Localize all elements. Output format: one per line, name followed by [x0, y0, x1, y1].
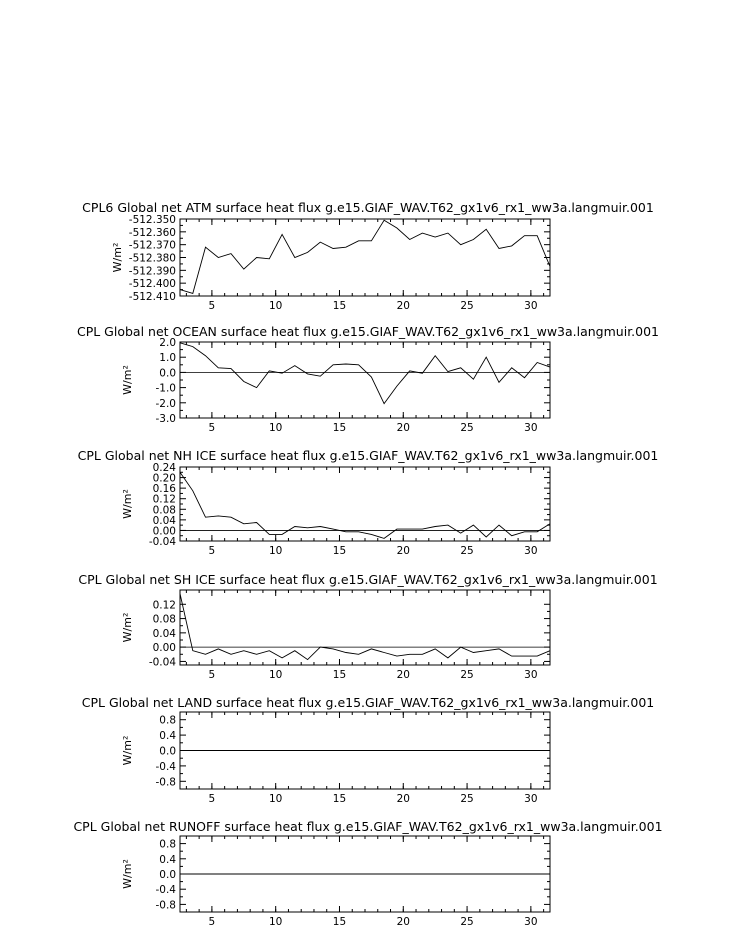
y-tick-label: -1.0: [155, 382, 176, 395]
panel-title: CPL Global net LAND surface heat flux g.e15.GIAF_WAV.T62_gx1v6_rx1_ww3a.langmuir.001: [81, 695, 655, 710]
y-tick-label: -0.04: [148, 536, 176, 548]
y-tick-label: -2.0: [155, 397, 176, 410]
y-tick-label: 0.00: [152, 525, 176, 538]
y-tick-label: 0.08: [152, 613, 176, 626]
x-tick-label: 15: [332, 545, 347, 557]
x-tick-label: 20: [396, 422, 410, 434]
x-tick-label: 20: [396, 545, 410, 557]
y-tick-label: 0.8: [159, 838, 176, 851]
y-tick-label: -512.360: [128, 226, 176, 239]
y-tick-label: -512.400: [128, 278, 176, 291]
y-axis-label: W/m²: [121, 735, 134, 766]
y-tick-label: -0.8: [155, 776, 176, 789]
y-tick-label: 0.0: [159, 745, 176, 758]
y-tick-label: 0.16: [152, 483, 176, 496]
y-tick-label: -512.350: [128, 214, 176, 226]
data-series-line: [180, 220, 550, 293]
x-tick-label: 10: [269, 300, 283, 312]
y-tick-label: 2.0: [159, 337, 176, 349]
x-tick-label: 10: [269, 545, 283, 557]
x-tick-label: 5: [208, 545, 216, 557]
x-tick-label: 25: [460, 545, 474, 557]
plot-frame: [180, 342, 550, 418]
data-series-line: [180, 472, 550, 538]
y-tick-label: 0.24: [152, 462, 176, 474]
y-tick-label: -512.410: [128, 291, 176, 303]
x-tick-label: 30: [524, 422, 538, 434]
x-tick-label: 25: [460, 916, 474, 928]
y-tick-label: -0.4: [155, 760, 176, 773]
y-tick-label: 0.4: [159, 853, 176, 866]
x-tick-label: 20: [396, 669, 410, 681]
y-tick-label: 0.0: [159, 869, 176, 881]
chart-panel-4: [78, 572, 657, 681]
y-tick-label: -3.0: [155, 413, 176, 425]
y-tick-label: 0.0: [159, 367, 176, 380]
y-axis-label: W/m²: [121, 365, 134, 395]
y-tick-label: -0.04: [148, 656, 176, 669]
x-tick-label: 15: [332, 793, 347, 805]
y-tick-label: 0.08: [152, 504, 176, 517]
y-tick-label: 0.20: [152, 472, 176, 485]
y-tick-label: 0.12: [152, 599, 176, 612]
y-axis-label: W/m²: [111, 242, 124, 273]
x-tick-label: 5: [208, 793, 216, 805]
chart-panel-6: [73, 819, 662, 928]
x-tick-label: 30: [524, 669, 538, 681]
x-tick-label: 30: [524, 916, 538, 928]
panel-title: CPL6 Global net ATM surface heat flux g.e15.GIAF_WAV.T62_gx1v6_rx1_ww3a.langmuir.001: [82, 200, 654, 215]
plot-frame: [180, 219, 550, 296]
plot-frame: [180, 467, 550, 541]
x-tick-label: 10: [269, 669, 283, 681]
y-axis-label: W/m²: [121, 489, 134, 519]
x-tick-label: 10: [269, 916, 283, 928]
x-tick-label: 25: [460, 669, 474, 681]
x-tick-label: 15: [332, 422, 347, 434]
y-tick-label: -512.370: [128, 239, 176, 252]
y-tick-label: -512.390: [128, 265, 176, 278]
y-tick-label: 0.04: [152, 514, 176, 527]
chart-panel-2: [77, 324, 659, 434]
x-tick-label: 30: [524, 300, 538, 312]
x-tick-label: 15: [332, 300, 347, 312]
x-tick-label: 25: [460, 300, 474, 312]
x-tick-label: 20: [396, 916, 410, 928]
x-tick-label: 25: [460, 422, 474, 434]
panel-title: CPL Global net NH ICE surface heat flux g.e15.GIAF_WAV.T62_gx1v6_rx1_ww3a.langmuir.001: [77, 448, 659, 463]
y-tick-label: 0.00: [152, 642, 176, 655]
chart-panel-3: [78, 448, 659, 557]
y-tick-label: 0.12: [152, 493, 176, 506]
panel-title: CPL Global net OCEAN surface heat flux g.e15.GIAF_WAV.T62_gx1v6_rx1_ww3a.langmuir.001: [76, 324, 660, 339]
data-series-line: [180, 343, 550, 404]
data-series-line: [180, 594, 550, 660]
chart-panel-1: [82, 200, 654, 312]
x-tick-label: 5: [208, 916, 216, 928]
x-tick-label: 5: [208, 422, 216, 434]
x-tick-label: 25: [460, 793, 474, 805]
chart-panel-5: [82, 695, 654, 805]
x-tick-label: 30: [524, 793, 538, 805]
x-tick-label: 30: [524, 545, 538, 557]
x-tick-label: 20: [396, 300, 410, 312]
x-tick-label: 15: [332, 669, 347, 681]
panel-title: CPL Global net SH ICE surface heat flux g.e15.GIAF_WAV.T62_gx1v6_rx1_ww3a.langmuir.001: [78, 572, 658, 587]
x-tick-label: 10: [269, 422, 283, 434]
x-tick-label: 15: [332, 916, 347, 928]
y-tick-label: -0.4: [155, 884, 176, 897]
y-axis-label: W/m²: [121, 612, 134, 643]
panel-title: CPL Global net RUNOFF surface heat flux g.e15.GIAF_WAV.T62_gx1v6_rx1_ww3a.langmuir.001: [73, 819, 663, 834]
x-tick-label: 20: [396, 793, 410, 805]
y-tick-label: 1.0: [159, 352, 176, 365]
y-tick-label: 0.4: [159, 730, 176, 743]
x-tick-label: 10: [269, 793, 283, 805]
y-axis-label: W/m²: [121, 859, 134, 889]
plot-frame: [180, 590, 550, 665]
y-tick-label: -0.8: [155, 899, 176, 912]
x-tick-label: 5: [208, 669, 216, 681]
x-tick-label: 5: [208, 300, 216, 312]
y-tick-label: -512.380: [128, 252, 176, 265]
y-tick-label: 0.04: [152, 627, 176, 640]
y-tick-label: 0.8: [159, 714, 176, 727]
